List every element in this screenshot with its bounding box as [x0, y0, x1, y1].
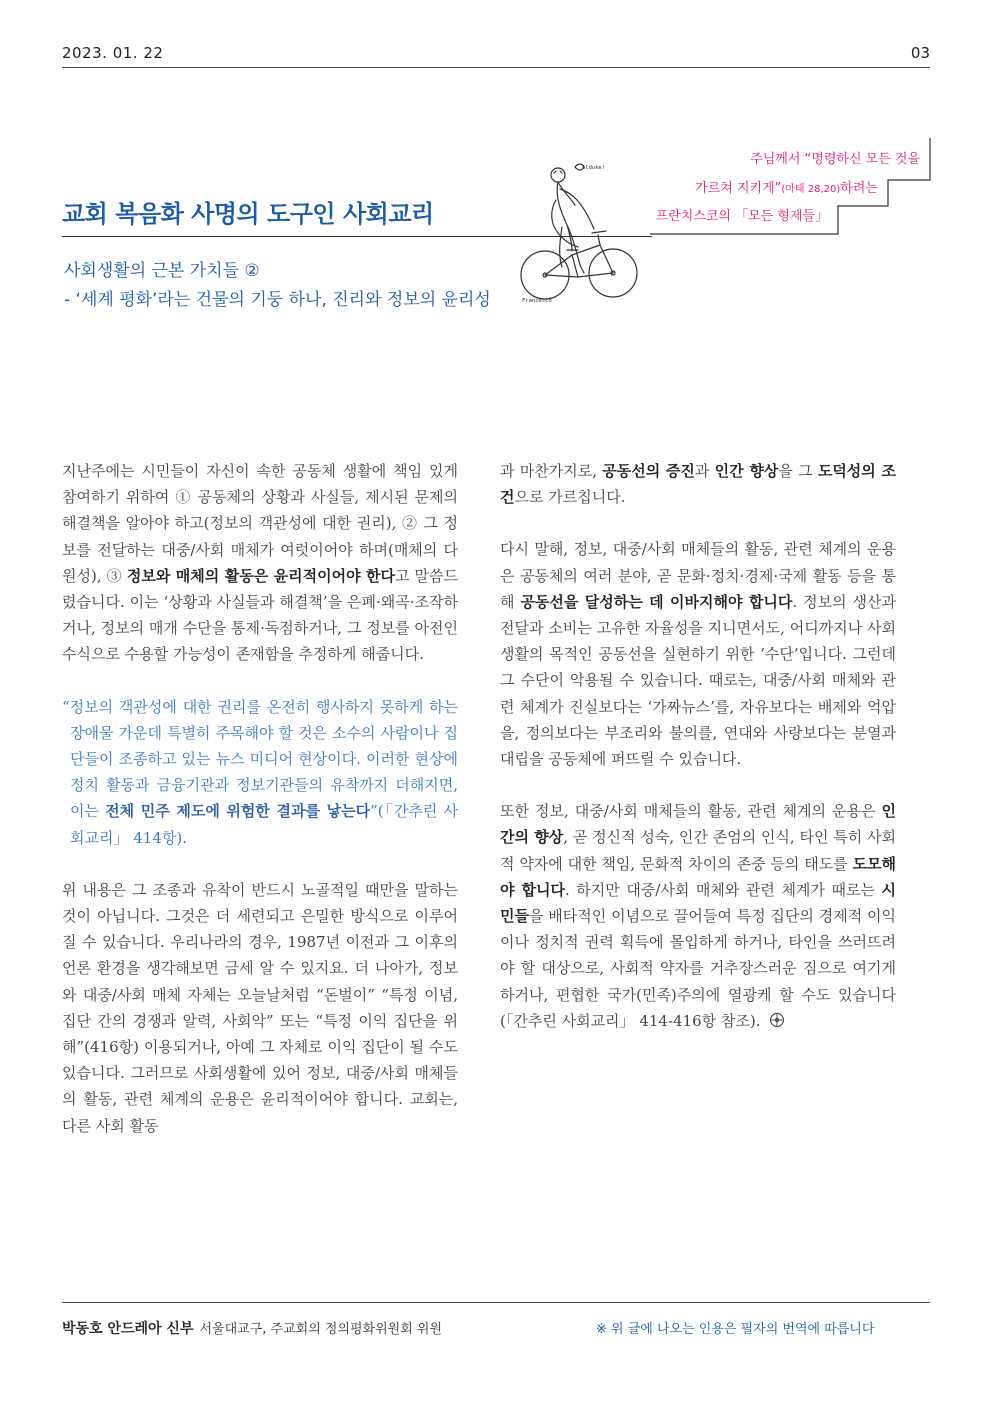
p3-text-c: 과 [694, 462, 715, 480]
p3-emphasis-human-development: 인간 향상 [714, 462, 779, 480]
paragraph-1-emphasis: 정보와 매체의 활동은 윤리적이어야 한다 [126, 566, 396, 585]
author-name: 박동호 안드레아 신부 [62, 1321, 194, 1337]
article-subtitle-line1: 사회생활의 근본 가치들 ② [64, 261, 260, 281]
p4-emphasis: 공동선을 달성하는 데 이바지해야 합니다 [520, 592, 793, 611]
end-of-article-icon [769, 1012, 785, 1028]
p5-text-g: 을 배타적인 이념으로 끌어들여 특정 집단의 경제적 이익이나 정치적 권력 획득에 몰입하게 하거나, 타인을 쓰러뜨려야 할 대상으로, 사회적 약자를 거추장스러운 짐으로 여기게 하거나, 편협한 국가(민족)주의에 열광케 할 수도 있습니다(「간추린 사회교리」 414-416항 참조). [500, 907, 896, 1030]
footer-divider [62, 1302, 930, 1303]
paragraph-4 [500, 536, 896, 772]
paragraph-1-text-a: 지난주에는 시민들이 자신이 속한 공동체 생활에 책임 있게 참여하기 위하여 ① 공동체의 상황과 사실들, 제시된 문제의 해결책을 알아야 하고(정보의 객관성에 대한 권리), ② 그 정보를 전달하는 대중/사회 매체가 여럿이어야 하며(매체의 다원성), ③ [62, 462, 458, 585]
p5-emphasis-citizens: 시민들 [500, 880, 896, 926]
left-column [62, 458, 458, 1139]
paragraph-3 [500, 458, 896, 510]
illustration-caption-bottom: Francesco [522, 298, 552, 304]
compendium-quote [62, 694, 458, 851]
p5-text-c: , 곧 정신적 성숙, 인간 존엄의 인식, 타인 특히 사회적 약자에 대한 책임, 문화적 차이의 존중 등의 태도를 [500, 828, 897, 873]
bicycle-illustration-icon [520, 155, 640, 310]
p3-emphasis-morality: 도덕성의 조건 [500, 462, 896, 507]
article-title: 교회 복음화 사명의 도구인 사회교리 [62, 200, 434, 228]
series-quote-bible-ref: (마태 28,20) [781, 184, 841, 195]
paragraph-2: 위 내용은 그 조종과 유착이 반드시 노골적일 때만을 말하는 것이 아닙니다. 그것은 더 세련되고 은밀한 방식으로 이루어질 수 있습니다. 우리나라의 경우, 1987년 이전과 그 이후의 언론 환경을 생각해보면 금세 알 수 있지요. 더 나아가, 정보와 대중/사회 매체 자체는 오늘날처럼 “돈벌이” “특정 이념, 집단 간의 경쟁과 알력, 사회악” 또는 “특정 이익 집단을 위해”(416항) 이용되거나, 아예 그 자체로 이익 집단이 될 수도 있습니다. 그러므로 사회생활에 있어 정보, 대중/사회 매체들의 활동, 관련 체계의 운용은 윤리적이어야 합니다. 교회는, 다른 사회 활동 [62, 880, 458, 1135]
p3-text-g: 으로 가르칩니다. [514, 488, 626, 507]
series-quote-line3: 프란치스코의 「모든 형제들」 [655, 209, 828, 224]
p5-emphasis-human-development: 인간의 향상 [500, 802, 896, 847]
paragraph-1-text-c: 고 말씀드렸습니다. 이는 ‘상황과 사실들과 해결책’을 은폐·왜곡·조작하거나, 정보의 매개 수단을 통제·독점하거나, 그 정보를 아전인수식으로 수용할 가능성이 존재함을 추정하게 해줍니다. [62, 566, 458, 664]
illustration-caption-top: Aldoke! [582, 165, 606, 171]
quote-text-a: “정보의 객관성에 대한 권리를 온전히 행사하지 못하게 하는 장애물 가운데 특별히 주목해야 할 것은 소수의 사람이나 집단들이 조종하고 있는 뉴스 미디어 현상이다. 이러한 현상에 정치 활동과 금융기관과 정보기관들의 유착까지 더해지면, 이는 [62, 697, 458, 821]
issue-date: 2023. 01. 22 [62, 44, 164, 62]
p5-emphasis-promote: 도모해야 합니다 [500, 854, 896, 899]
series-quote-line1: 주님께서 “명령하신 모든 것을 [750, 152, 920, 167]
article-subtitle-line2: - ‘세계 평화’라는 건물의 기둥 하나, 진리와 정보의 윤리성 [64, 290, 491, 310]
author-credit [62, 1318, 442, 1338]
series-quote-line2 [695, 177, 878, 196]
translation-note: ※ 위 글에 나오는 인용은 필자의 번역에 따릅니다 [596, 1322, 875, 1337]
paragraph-5 [500, 798, 896, 1034]
series-quote-line2-main: 가르쳐 지키게” [695, 181, 782, 196]
p4-text-c: . 정보의 생산과 전달과 소비는 고유한 자율성을 지니면서도, 어디까지나 사회생활의 목적인 공동선을 실현하기 위한 ‘수단’입니다. 그런데 그 수단이 악용될 수 있습니다. 때로는, 대중/사회 매체와 관련 체계가 진실보다는 ‘가짜뉴스’를, 자유보다는 배제와 억압을, 정의보다는 부조리와 불의를, 연대와 사랑보다는 분열과 대립을 공동체에 퍼뜨릴 수 있습니다. [500, 592, 896, 769]
p5-text-e: . 하지만 대중/사회 매체와 관련 체계가 때로는 [564, 880, 882, 899]
p3-emphasis-common-good: 공동선의 증진 [602, 462, 695, 480]
paragraph-1 [62, 458, 458, 668]
right-column [500, 458, 896, 1034]
p4-text-a: 다시 말해, 정보, 대중/사회 매체들의 활동, 관련 체계의 운용은 공동체의 여러 분야, 곧 문화·정치·경제·국제 활동 등을 통해 [500, 540, 896, 611]
series-quote-line2-tail: 하려는 [840, 181, 878, 196]
page-number: 03 [910, 44, 930, 62]
p5-text-a: 또한 정보, 대중/사회 매체들의 활동, 관련 체계의 운용은 [500, 802, 882, 821]
quote-emphasis: 전체 민주 제도에 위험한 결과를 낳는다 [105, 802, 371, 821]
quote-text-c: ”(「간추린 사회교리」 414항). [70, 802, 459, 847]
p3-text-e: 을 그 [778, 462, 818, 480]
author-role: 서울대교구, 주교회의 정의평화위원회 위원 [199, 1322, 443, 1337]
header-divider [62, 67, 930, 68]
p3-text-a: 과 마찬가지로, [500, 462, 603, 480]
